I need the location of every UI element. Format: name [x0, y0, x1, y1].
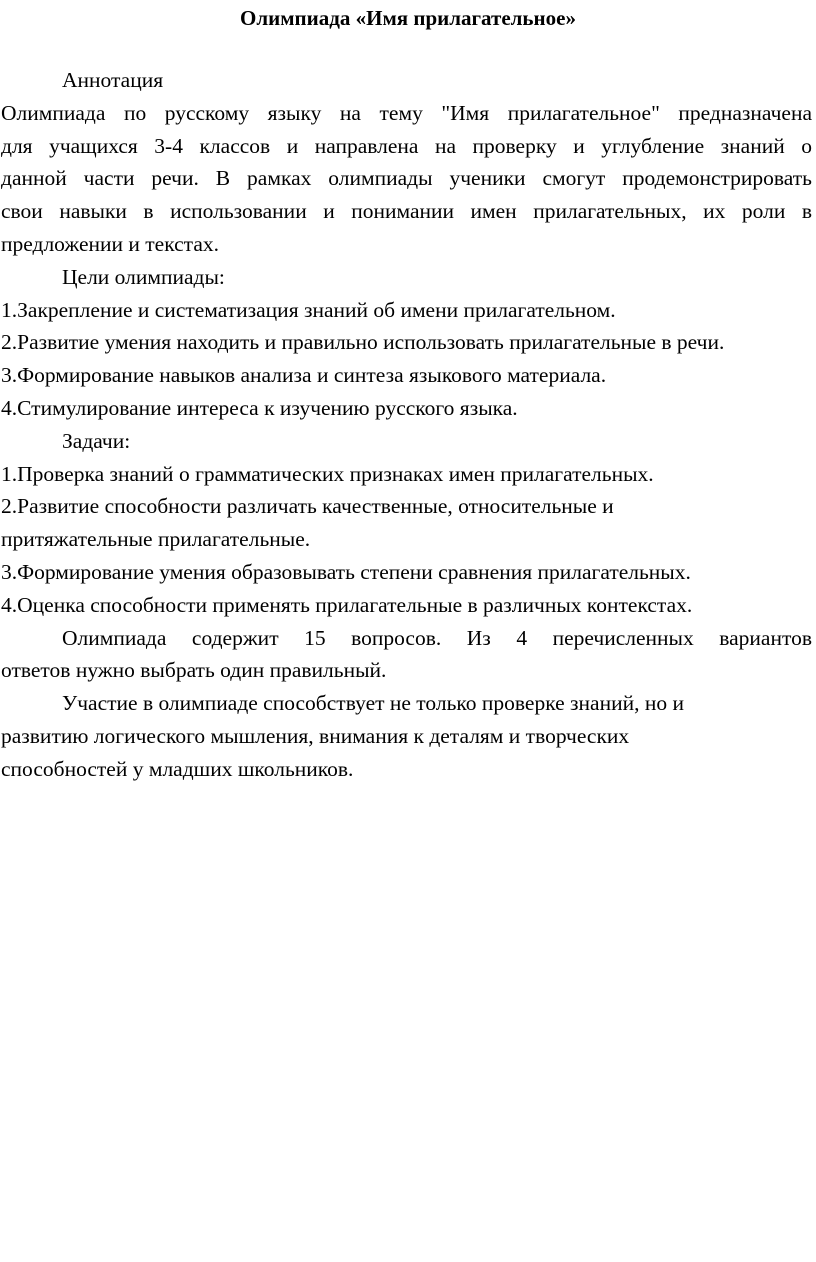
task-line: притяжательные прилагательные.	[1, 527, 311, 552]
format-line: Олимпиада содержит 15 вопросов. Из 4 перечисленных вариантов	[62, 625, 812, 650]
document-title: Олимпиада «Имя прилагательное»	[240, 6, 576, 30]
task-line: 1.Проверка знаний о грамматических признаках имен прилагательных.	[1, 461, 654, 486]
task-line: 2.Развитие способности различать качественные, относительные и	[1, 494, 614, 519]
goal-item: 1.Закрепление и систематизация знаний об имени прилагательном.	[1, 297, 616, 322]
format-line: ответов нужно выбрать один правильный.	[1, 658, 387, 683]
annotation-heading: Аннотация	[62, 68, 164, 92]
goals-heading: Цели олимпиады:	[62, 264, 225, 289]
benefit-line: развитию логического мышления, внимания к деталям и творческих	[1, 723, 630, 748]
benefit-line: способностей у младших школьников.	[1, 756, 354, 781]
benefit-line: Участие в олимпиаде способствует не только проверке знаний, но и	[62, 691, 684, 716]
document-body	[1, 64, 812, 786]
annotation-line: для учащихся 3-4 классов и направлена на проверку и углубление знаний о	[1, 133, 812, 158]
annotation-line: данной части речи. В рамках олимпиады ученики смогут продемонстрировать	[1, 166, 812, 191]
goal-item: 2.Развитие умения находить и правильно использовать прилагательные в речи.	[1, 330, 725, 355]
goal-item: 3.Формирование навыков анализа и синтеза языкового материала.	[1, 363, 607, 388]
task-line: 4.Оценка способности применять прилагательные в различных контекстах.	[1, 592, 693, 617]
annotation-line: Олимпиада по русскому языку на тему "Имя прилагательное" предназначена	[1, 100, 812, 125]
task-line: 3.Формирование умения образовывать степени сравнения прилагательных.	[1, 559, 691, 584]
annotation-line: свои навыки в использовании и понимании имен прилагательных, их роли в	[1, 199, 812, 224]
tasks-heading: Задачи:	[62, 428, 131, 453]
goal-item: 4.Стимулирование интереса к изучению русского языка.	[1, 395, 518, 420]
annotation-line: предложении и текстах.	[1, 231, 220, 256]
